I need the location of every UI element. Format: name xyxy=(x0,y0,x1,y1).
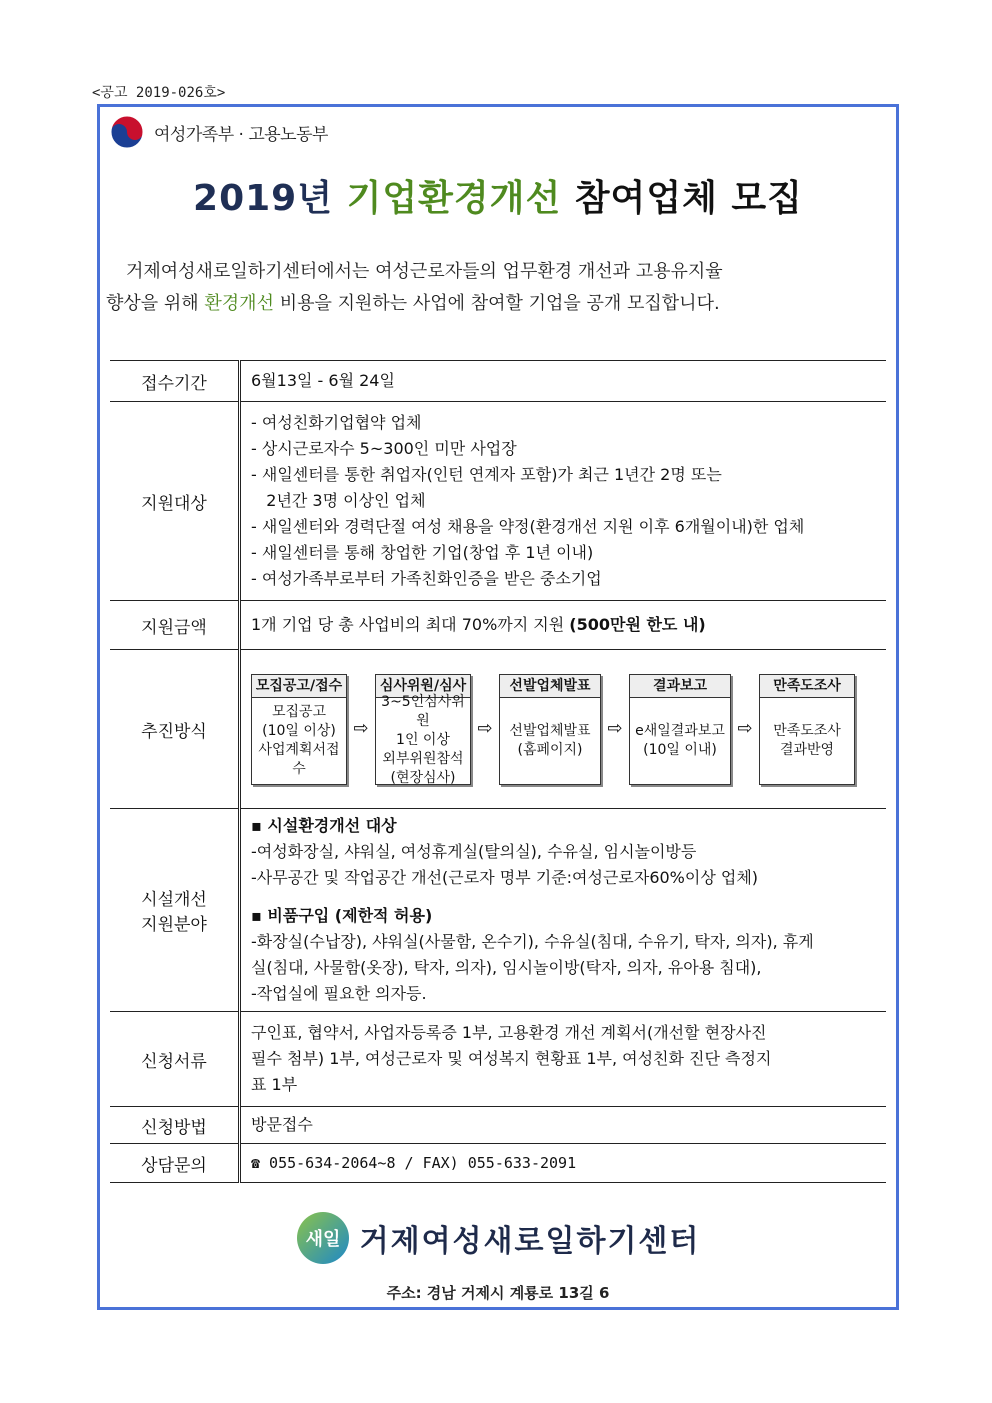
process-step xyxy=(499,674,601,785)
taegeuk-emblem-icon xyxy=(110,115,144,149)
process-step-title: 심사위원/심사 xyxy=(376,675,470,698)
process-step-body xyxy=(500,698,600,784)
process-step-line: 3~5인심사위원 xyxy=(381,694,465,729)
process-step-body xyxy=(376,694,470,786)
process-step-line: (현장심사) xyxy=(390,770,456,786)
process-step-title: 모집공고/접수 xyxy=(252,675,346,698)
row-reception-period xyxy=(110,361,886,402)
target-item: - 여성가족부로부터 가족친화인증을 받은 중소기업 xyxy=(251,569,602,588)
row-documents xyxy=(110,1012,886,1107)
target-item: - 새일센터와 경력단절 여성 채용을 약정(환경개선 지원 이후 6개월이내)한 업체 xyxy=(251,517,805,536)
footer-logo xyxy=(100,1206,896,1270)
facility-item: -사무공간 및 작업공간 개선(근로자 명부 기준:여성근로자60%이상 업체) xyxy=(251,868,759,887)
target-list xyxy=(240,402,887,601)
ministry-name: 여성가족부 · 고용노동부 xyxy=(154,124,328,145)
process-step xyxy=(251,674,347,785)
amount-limit: (500만원 한도 내) xyxy=(569,615,706,634)
amount-header: 지원금액 xyxy=(110,601,240,650)
process-step xyxy=(375,674,471,785)
arrow-right-icon: ⇨ xyxy=(607,718,623,739)
row-application-method xyxy=(110,1107,886,1144)
arrow-right-icon: ⇨ xyxy=(477,718,493,739)
intro-highlight: 환경개선 xyxy=(204,293,274,314)
documents-content xyxy=(240,1012,887,1107)
facility-section-title: ▪ 시설환경개선 대상 xyxy=(251,816,397,835)
facility-section-title: ▪ 비품구입 (제한적 허용) xyxy=(251,906,433,925)
process-step xyxy=(629,674,731,785)
amount-value xyxy=(240,601,887,650)
target-item: - 상시근로자수 5~300인 미만 사업장 xyxy=(251,439,517,458)
title-highlight: 기업환경개선 xyxy=(346,178,562,219)
info-table xyxy=(110,360,886,1183)
process-step-line: (10일 이내) xyxy=(643,741,717,758)
process-step-title: 만족도조사 xyxy=(760,675,854,698)
ministry-header xyxy=(110,112,350,152)
row-facility-support xyxy=(110,809,886,1012)
intro-paragraph xyxy=(106,256,876,320)
process-step-body xyxy=(760,698,854,784)
facility-item: -화장실(수납장), 샤워실(사물함, 온수기), 수유실(침대, 수유기, 탁자, 의자), 휴게 xyxy=(251,932,814,951)
arrow-right-icon: ⇨ xyxy=(353,718,369,739)
row-contact xyxy=(110,1144,886,1183)
process-step-line: 모집공고 xyxy=(271,703,327,720)
documents-line: 필수 첨부) 1부, 여성근로자 및 여성복지 현황표 1부, 여성친화 진단 측정지 xyxy=(251,1049,772,1068)
spacer xyxy=(251,891,876,903)
process-flow-cell xyxy=(240,650,887,809)
notice-number: <공고 2019-026호> xyxy=(92,85,226,101)
arrow-right-icon: ⇨ xyxy=(737,718,753,739)
process-step-line: 만족도조사 xyxy=(773,722,841,739)
intro-line-2 xyxy=(106,288,876,320)
target-item: - 새일센터를 통해 창업한 기업(창업 후 1년 이내) xyxy=(251,543,594,562)
process-flow xyxy=(251,674,876,785)
target-header: 지원대상 xyxy=(110,402,240,601)
documents-line: 구인표, 협약서, 사업자등록증 1부, 고용환경 개선 계획서(개선할 현장사진 xyxy=(251,1023,767,1042)
reception-value: 6월13일 - 6월 24일 xyxy=(240,361,887,402)
title-rest: 참여업체 모집 xyxy=(574,178,803,219)
address: 주소: 경남 거제시 계룡로 13길 6 xyxy=(386,1284,610,1302)
process-step-line: 사업계획서접수 xyxy=(258,741,340,777)
process-header: 추진방식 xyxy=(110,650,240,809)
target-item: 2년간 3명 이상인 업체 xyxy=(251,491,426,510)
process-step-line: e새일결과보고 xyxy=(635,722,725,739)
process-step-line: 선발업체발표 xyxy=(509,722,591,739)
method-value: 방문접수 xyxy=(240,1107,887,1144)
facility-item: 실(침대, 사물함(옷장), 탁자, 의자), 임시놀이방(탁자, 의자, 유아용 침대), xyxy=(251,958,762,977)
intro-line-1: 거제여성새로일하기센터에서는 여성근로자들의 업무환경 개선과 고용유지율 xyxy=(126,261,723,282)
process-step-line: (10일 이상) xyxy=(262,722,336,739)
target-item: - 여성친화기업협약 업체 xyxy=(251,413,422,432)
saeil-logo-icon xyxy=(296,1211,350,1265)
documents-line: 표 1부 xyxy=(251,1075,298,1094)
logo-mark-text: 새일 xyxy=(305,1229,340,1250)
facility-content xyxy=(240,809,887,1012)
process-step-body xyxy=(252,698,346,784)
method-header: 신청방법 xyxy=(110,1107,240,1144)
process-step-line: 1인 이상 xyxy=(396,732,450,748)
process-step-title: 결과보고 xyxy=(630,675,730,698)
documents-header: 신청서류 xyxy=(110,1012,240,1107)
row-support-amount xyxy=(110,601,886,650)
org-name: 거제여성새로일하기센터 xyxy=(359,1224,701,1259)
intro-line-2-start: 향상을 위해 xyxy=(106,293,199,314)
process-step-line: 외부위원참석 xyxy=(382,751,464,767)
title-year: 2019년 xyxy=(193,178,334,219)
intro-line-2-end: 비용을 지원하는 사업에 참여할 기업을 공개 모집합니다. xyxy=(279,293,720,314)
page-title xyxy=(100,170,896,221)
row-support-target xyxy=(110,402,886,601)
target-item: - 새일센터를 통한 취업자(인턴 연계자 포함)가 최근 1년간 2명 또는 xyxy=(251,465,722,484)
facility-item: -작업실에 필요한 의자등. xyxy=(251,984,427,1003)
amount-text: 1개 기업 당 총 사업비의 최대 70%까지 지원 xyxy=(251,615,565,634)
reception-header: 접수기간 xyxy=(110,361,240,402)
facility-header-line: 지원분야 xyxy=(141,915,207,935)
facility-item: -여성화장실, 샤워실, 여성휴게실(탈의실), 수유실, 임시놀이방등 xyxy=(251,842,697,861)
contact-header: 상담문의 xyxy=(110,1144,240,1183)
process-step-body xyxy=(630,698,730,784)
process-step xyxy=(759,674,855,785)
process-step-title: 선발업체발표 xyxy=(500,675,600,698)
process-step-line: 결과반영 xyxy=(779,741,835,758)
contact-value: ☎ 055-634-2064~8 / FAX) 055-633-2091 xyxy=(240,1144,887,1183)
process-step-line: (홈페이지) xyxy=(517,741,583,758)
row-process xyxy=(110,650,886,809)
facility-header-line: 시설개선 xyxy=(141,890,207,910)
facility-header xyxy=(110,809,240,1012)
